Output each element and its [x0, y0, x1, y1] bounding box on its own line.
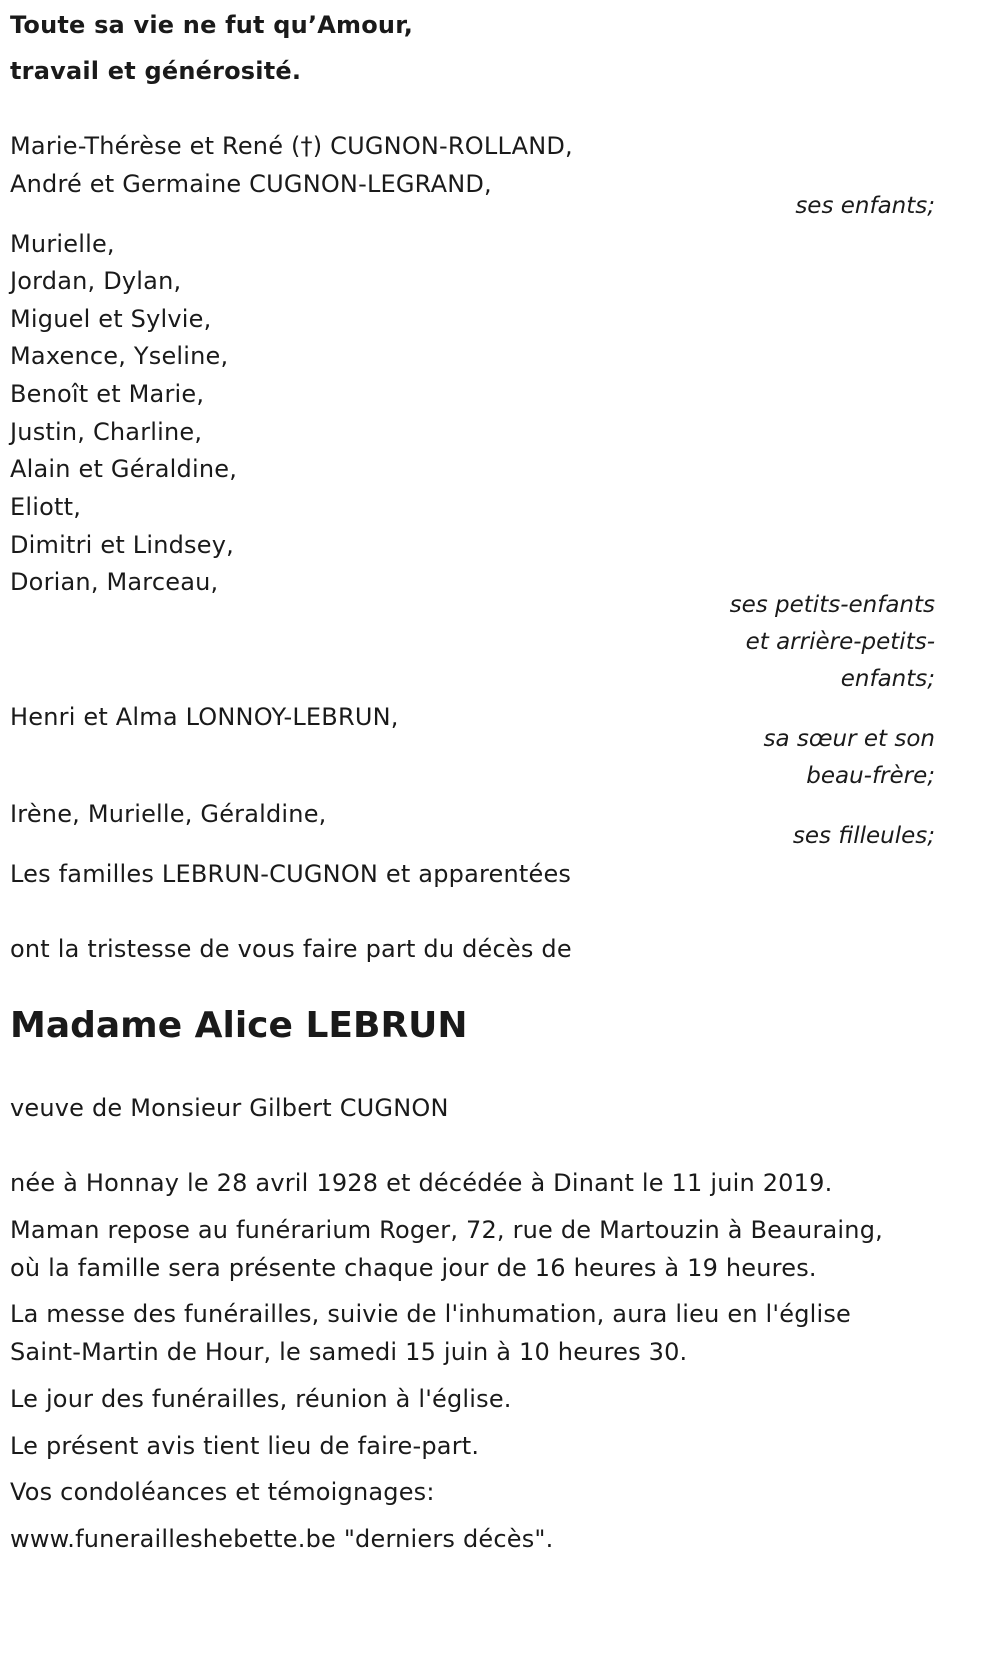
mass-line-2: Saint-Martin de Hour, le samedi 15 juin à 10 heures 30.: [10, 1338, 688, 1366]
grandchild-name: Justin, Charline,: [10, 418, 203, 446]
goddaughters-names: Irène, Murielle, Géraldine,: [10, 800, 327, 828]
announcement-line: ont la tristesse de vous faire part du décès de: [10, 935, 572, 963]
sibling-name: Henri et Alma LONNOY-LEBRUN,: [10, 703, 399, 731]
widow-of-line: veuve de Monsieur Gilbert CUGNON: [10, 1094, 449, 1122]
grandchild-name: Eliott,: [10, 493, 82, 521]
grandchild-name: Dimitri et Lindsey,: [10, 531, 234, 559]
grandchild-name: Miguel et Sylvie,: [10, 305, 212, 333]
children-name-1: Marie-Thérèse et René (†) CUGNON-ROLLAND,: [10, 132, 573, 160]
grandchild-name: Maxence, Yseline,: [10, 342, 229, 370]
funerarium-line-1: Maman repose au funérarium Roger, 72, rue de Martouzin à Beauraing,: [10, 1216, 883, 1244]
sibling-role-line-1: sa sœur et son: [763, 726, 935, 752]
funerarium-line-2: où la famille sera présente chaque jour de 16 heures à 19 heures.: [10, 1254, 817, 1282]
grandchild-name: Alain et Géraldine,: [10, 455, 238, 483]
children-name-2: André et Germaine CUGNON-LEGRAND,: [10, 170, 492, 198]
goddaughters-role: ses filleules;: [792, 823, 935, 849]
meeting-line: Le jour des funérailles, réunion à l'église.: [10, 1385, 512, 1413]
grandchild-name: Murielle,: [10, 230, 115, 258]
deceased-name: Madame Alice LEBRUN: [10, 1005, 468, 1046]
motto-line-2: travail et générosité.: [10, 57, 302, 85]
mass-line-1: La messe des funérailles, suivie de l'inhumation, aura lieu en l'église: [10, 1300, 852, 1328]
condolences-label: Vos condoléances et témoignages:: [10, 1478, 435, 1506]
website-link[interactable]: www.funerailleshebette.be "derniers décès".: [10, 1525, 554, 1553]
grandchild-name: Dorian, Marceau,: [10, 568, 219, 596]
sibling-role-line-2: beau-frère;: [806, 763, 935, 789]
grandchildren-role-line-2: et arrière-petits-: [745, 629, 935, 655]
motto-line-1: Toute sa vie ne fut qu’Amour,: [10, 11, 414, 39]
grandchildren-role-line-1: ses petits-enfants: [729, 592, 935, 618]
children-role: ses enfants;: [795, 193, 935, 219]
birth-death-line: née à Honnay le 28 avril 1928 et décédée à Dinant le 11 juin 2019.: [10, 1169, 833, 1197]
grandchildren-role-line-3: enfants;: [840, 666, 935, 692]
grandchild-name: Benoît et Marie,: [10, 380, 205, 408]
grandchild-name: Jordan, Dylan,: [10, 267, 182, 295]
notice-line: Le présent avis tient lieu de faire-part.: [10, 1432, 480, 1460]
families-line: Les familles LEBRUN-CUGNON et apparentées: [10, 860, 572, 888]
